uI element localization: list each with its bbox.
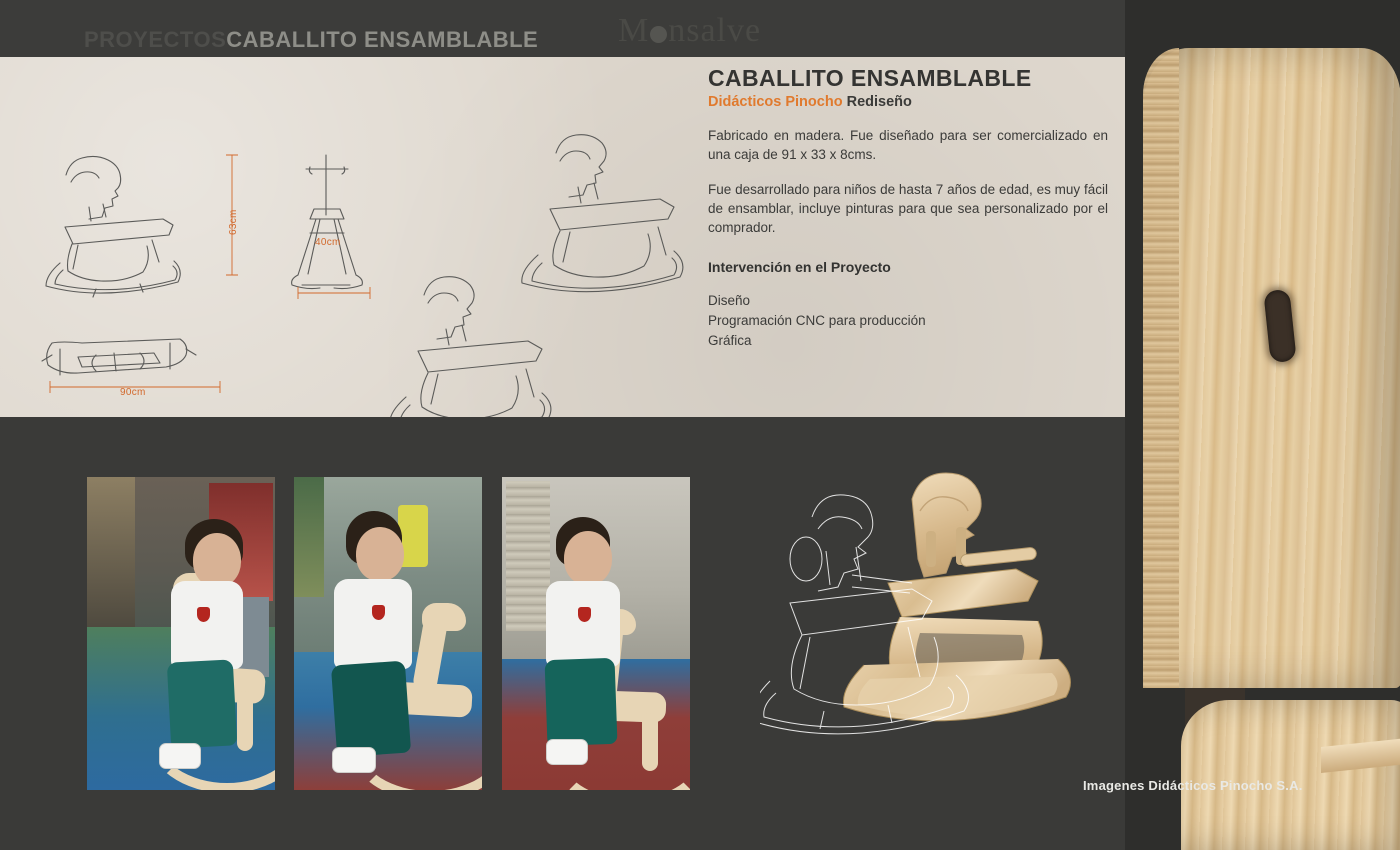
header-title-product: CABALLITO ENSAMBLABLE: [226, 27, 539, 52]
photo2-shirt-logo-icon: [372, 605, 385, 620]
header-title-projects: PROYECTOS: [84, 27, 227, 52]
project-title: CABALLITO ENSAMBLABLE: [708, 65, 1032, 91]
photo3-horse-leg: [642, 713, 658, 771]
image-credit: Imagenes Didácticos Pinocho S.A.: [1083, 778, 1303, 793]
photo2-horse-head: [422, 603, 466, 631]
sketch-side-view: [46, 156, 180, 297]
photo3-wall-rack: [506, 481, 550, 631]
brand-logo-first: M: [618, 12, 650, 49]
photo1-horse-leg: [237, 691, 253, 751]
photo1-shirt-logo-icon: [197, 607, 210, 622]
sketch-perspective-1: [390, 277, 551, 417]
wood-piece-lower: [1181, 700, 1400, 850]
project-subtitle: [708, 94, 1118, 110]
dimension-length-label: 90cm: [120, 387, 146, 398]
photo2-child-pants: [331, 661, 411, 758]
photo3-child-shirt: [546, 581, 620, 667]
brand-logo: [618, 12, 798, 54]
photo-wood-detail: [1125, 0, 1400, 850]
sketch-perspective-2: [522, 135, 683, 292]
circle-dot-icon: [650, 26, 667, 43]
description-block: [708, 65, 1118, 351]
project-role: Rediseño: [846, 94, 912, 110]
photo2-child-shirt: [334, 579, 412, 669]
render-caballito-wireframe: [760, 455, 1130, 795]
photo3-child-shoe: [546, 739, 588, 765]
photo3-child-pants: [545, 658, 618, 746]
photo1-child-shirt: [171, 581, 243, 669]
service-item-design: Diseño: [708, 293, 751, 308]
info-panel: [0, 57, 1125, 417]
header-title: [84, 27, 538, 53]
photo3-shirt-logo-icon: [578, 607, 591, 622]
wood-piece-edge: [1143, 48, 1179, 688]
render-solid-horse: [843, 473, 1070, 721]
photo3-child-head: [564, 531, 612, 585]
photo1-child-pants: [167, 659, 237, 748]
photo-child-riding-2: [294, 477, 482, 790]
dimension-lines: [50, 155, 370, 393]
dimension-height-label: 63cm: [228, 209, 239, 235]
brand-logo-rest: nsalve: [668, 12, 762, 49]
photo-child-riding-3: [502, 477, 690, 790]
photo2-plant: [294, 477, 324, 597]
dimension-width-label: 40cm: [315, 237, 341, 248]
photo1-shelf-left: [87, 477, 135, 627]
client-name: Didácticos Pinocho: [708, 94, 843, 110]
photo-child-riding-1: [87, 477, 275, 790]
description-paragraph-2: Fue desarrollado para niños de hasta 7 años de edad, es muy fácil de ensamblar, incluye pinturas para que sea personalizado por el comprador.: [708, 182, 1108, 235]
sketch-top-view: [42, 339, 196, 375]
render-svg: [760, 455, 1130, 795]
photo2-child-shoe: [332, 747, 376, 773]
description-paragraph-1: Fabricado en madera. Fue diseñado para ser comercializado en una caja de 91 x 33 x 8cms.: [708, 128, 1108, 162]
sketch-svg: [0, 57, 690, 417]
photo1-child-shoe: [159, 743, 201, 769]
intervention-heading: Intervención en el Proyecto: [708, 259, 891, 275]
photo2-child-head: [356, 527, 404, 581]
technical-sketches: [0, 57, 690, 417]
sketch-front-view: [292, 155, 363, 289]
wood-piece-main: [1143, 48, 1400, 688]
service-item-cnc: Programación CNC para producción: [708, 313, 926, 328]
photo1-child-head: [193, 533, 241, 587]
service-item-graphics: Gráfica: [708, 333, 752, 348]
